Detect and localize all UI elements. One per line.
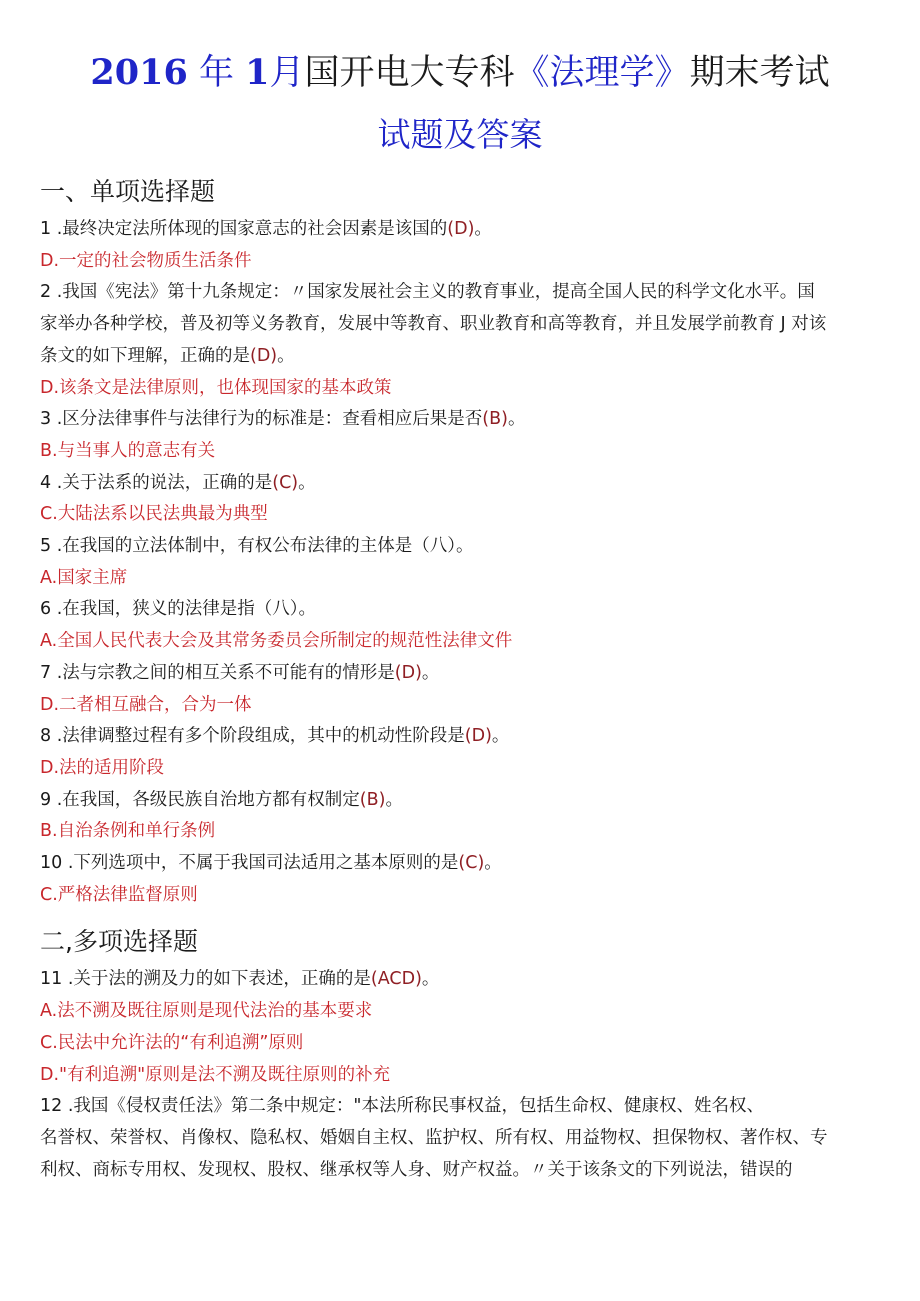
question-1: 1 .最终决定法所体现的国家意志的社会因素是该国的(D)。 [40,219,492,239]
question-12-line-1: 12 .我国《侵权责任法》第二条中规定："本法所称民事权益，包括生命权、健康权、姓名权、 [40,1096,764,1117]
answer-11-c: C.民法中允许法的“有利追溯”原则 [40,1032,304,1053]
answer-10: C.严格法律监督原则 [40,884,198,905]
answer-9: B.自治条例和单行条例 [40,821,216,842]
section-heading-single-choice: 一、单项选择题 [40,177,216,206]
question-11: 11 .关于法的溯及力的如下表述，正确的是(ACD)。 [40,969,440,990]
question-7: 7 .法与宗教之间的相互关系不可能有的情形是(D)。 [40,662,440,683]
title-rest1: 国开电大专科 [304,53,515,93]
answer-mark: (D) [464,726,492,747]
question-6: 6 .在我国，狭义的法律是指（八）。 [40,599,317,620]
question-12-line-2: 名誉权、荣誉权、肖像权、隐私权、婚姻自主权、监护权、所有权、用益物权、担保物权、著作权、专 [40,1127,828,1148]
question-2-line-1: 2 .我国《宪法》第十九条规定：〃国家发展社会主义的教育事业，提高全国人民的科学文化水平。国 [40,282,815,303]
section-heading-multi-choice: 二,多项选择题 [40,927,198,957]
answer-8: D.法的适用阶段 [40,757,165,778]
answer-mark: (C) [272,472,299,493]
question-10: 10 .下列选项中，不属于我国司法适用之基本原则的是(C)。 [40,853,502,874]
title-year: 2016 [90,52,188,93]
answer-1: D.一定的社会物质生活条件 [40,250,252,271]
title-book-open: 《 [514,53,550,93]
title-subject: 法理学 [549,53,655,93]
title-nian: 年 [198,53,234,93]
answer-mark: (D) [250,345,278,366]
question-5: 5 .在我国的立法体制中，有权公布法律的主体是（八）。 [40,536,474,557]
answer-mark: (C) [458,853,485,874]
document-subtitle: 试题及答案 [377,115,543,154]
question-3: 3 .区分法律事件与法律行为的标准是：查看相应后果是否(B)。 [40,409,526,430]
document-title [0,48,920,98]
question-4: 4 .关于法系的说法，正确的是(C)。 [40,472,316,493]
answer-4: C.大陆法系以民法典最为典型 [40,504,268,525]
question-2-line-2: 家举办各种学校，普及初等义务教育，发展中等教育、职业教育和高等教育，并且发展学前教育 J 对该 [40,314,827,335]
answer-3: B.与当事人的意志有关 [40,440,216,461]
answer-6: A.全国人民代表大会及其常务委员会所制定的规范性法律文件 [40,631,513,652]
question-9: 9 .在我国，各级民族自治地方都有权制定(B)。 [40,789,403,810]
title-month: 1 [245,52,270,93]
answer-5: A.国家主席 [40,567,128,588]
answer-mark: (D) [447,219,475,239]
answer-mark: (D) [394,662,422,683]
question-12-line-3: 利权、商标专用权、发现权、股权、继承权等人身、财产权益。〃关于该条文的下列说法，错误的 [40,1159,793,1180]
answer-11-a: A.法不溯及既往原则是现代法治的基本要求 [40,1001,373,1022]
answer-2: D.该条文是法律原则，也体现国家的基本政策 [40,377,392,398]
answer-11-d: D."有利追溯"原则是法不溯及既往原则的补充 [40,1064,391,1085]
question-2-line-3: 条文的如下理解，正确的是(D)。 [40,345,295,366]
answer-mark: (B) [482,409,508,430]
question-8: 8 .法律调整过程有多个阶段组成，其中的机动性阶段是(D)。 [40,726,510,747]
answer-mark: (B) [359,789,386,810]
title-book-close: 》 [654,53,690,93]
title-yue: 月 [269,53,305,93]
answer-7: D.二者相互融合，合为一体 [40,694,252,715]
answer-mark: (ACD) [370,969,422,990]
document-body [40,170,880,1186]
title-rest2: 期末考试 [689,53,830,93]
